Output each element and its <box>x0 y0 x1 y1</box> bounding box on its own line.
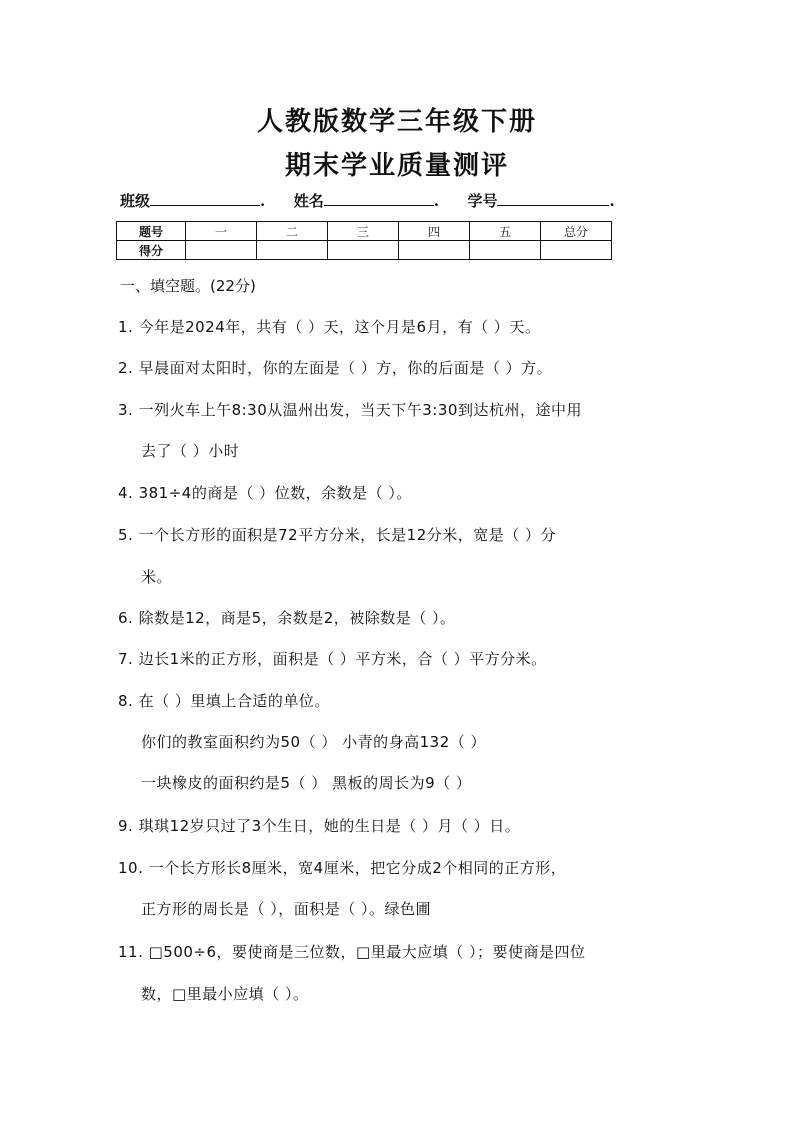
question-line: 10. 一个长方形长8厘米，宽4厘米，把它分成2个相同的正方形， <box>118 859 567 877</box>
question-line: 去了（ ）小时 <box>141 442 240 460</box>
question-line: 4. 381÷4的商是（ ）位数，余数是（ ）。 <box>118 484 412 502</box>
class-blank[interactable] <box>150 191 260 206</box>
document-subtitle: 期末学业质量测评 <box>284 151 509 181</box>
separator: . <box>433 192 439 210</box>
header-cell: 五 <box>470 222 541 241</box>
score-table <box>116 221 612 260</box>
separator: . <box>609 192 615 210</box>
score-cell[interactable] <box>399 241 470 260</box>
question-line: 2. 早晨面对太阳时，你的左面是（ ）方，你的后面是（ ）方。 <box>118 359 553 377</box>
question-line: 你们的教室面积约为50（ ） 小青的身高132（ ） <box>141 733 487 751</box>
document-title: 人教版数学三年级下册 <box>256 107 537 137</box>
score-cell[interactable] <box>186 241 257 260</box>
id-blank[interactable] <box>497 191 609 206</box>
question-line: 数，□里最小应填（ ）。 <box>141 985 309 1003</box>
question-line: 6. 除数是12，商是5，余数是2，被除数是（ ）。 <box>118 609 456 627</box>
id-label: 学号 <box>467 192 498 210</box>
score-cell[interactable] <box>328 241 399 260</box>
header-cell: 二 <box>257 222 328 241</box>
name-label: 姓名 <box>293 192 324 210</box>
header-cell: 四 <box>399 222 470 241</box>
header-cell: 三 <box>328 222 399 241</box>
question-line: 11. □500÷6，要使商是三位数，□里最大应填（ ）；要使商是四位 <box>118 943 586 961</box>
question-line: 8. 在（ ）里填上合适的单位。 <box>118 692 330 710</box>
class-label: 班级 <box>120 192 151 210</box>
question-line: 正方形的周长是（ ），面积是（ ）。绿色圃 <box>141 900 432 918</box>
header-cell: 总分 <box>541 222 612 241</box>
question-line: 9. 琪琪12岁只过了3个生日，她的生日是（ ）月（ ）日。 <box>118 817 521 835</box>
name-blank[interactable] <box>324 191 434 206</box>
score-table-header-row <box>117 222 612 241</box>
separator: . <box>260 192 266 210</box>
score-cell[interactable] <box>541 241 612 260</box>
score-table-score-row <box>117 241 612 260</box>
question-line: 7. 边长1米的正方形，面积是（ ）平方米，合（ ）平方分米。 <box>118 650 547 668</box>
section-heading: 一、填空题。(22分) <box>120 277 256 295</box>
question-line: 5. 一个长方形的面积是72平方分米，长是12分米，宽是（ ）分 <box>118 526 557 544</box>
question-line: 1. 今年是2024年，共有（ ）天，这个月是6月，有（ ）天。 <box>118 318 541 336</box>
question-line: 一块橡皮的面积约是5（ ） 黑板的周长为9（ ） <box>141 774 472 792</box>
question-line: 3. 一列火车上午8:30从温州出发，当天下午3:30到达杭州，途中用 <box>118 401 582 419</box>
student-info-row <box>120 190 615 211</box>
row-label-cell: 得分 <box>117 241 186 260</box>
header-cell: 题号 <box>117 222 186 241</box>
score-cell[interactable] <box>257 241 328 260</box>
question-line: 米。 <box>141 568 173 586</box>
score-cell[interactable] <box>470 241 541 260</box>
header-cell: 一 <box>186 222 257 241</box>
